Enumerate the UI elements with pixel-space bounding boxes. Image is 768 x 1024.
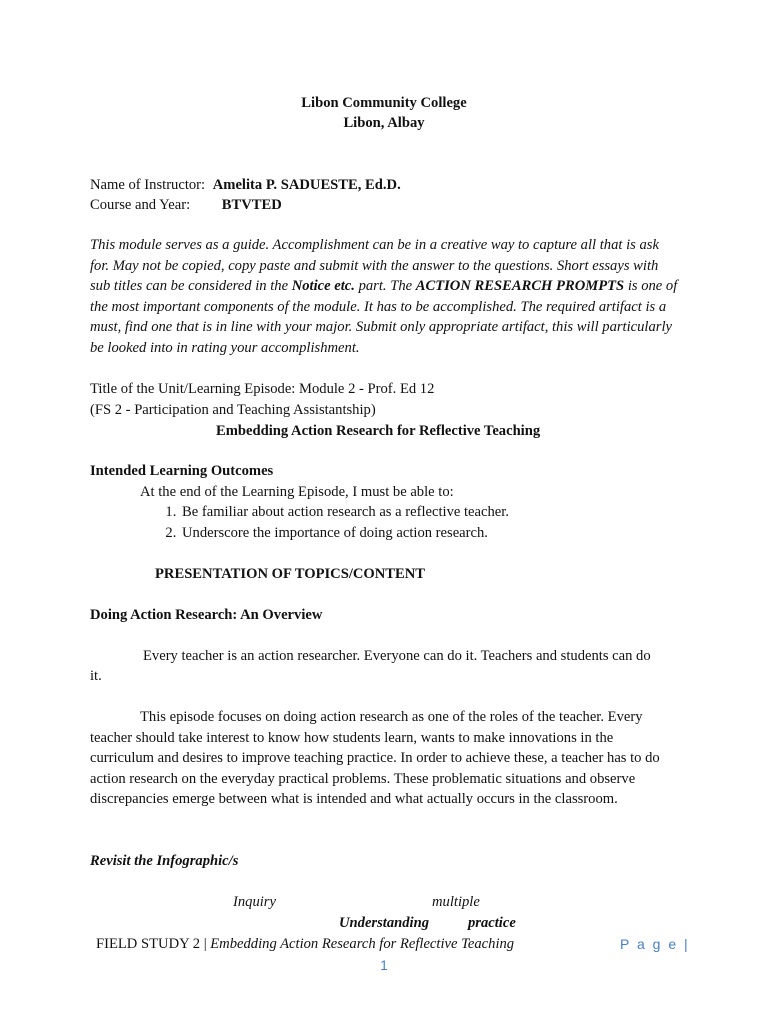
outcomes-lead: At the end of the Learning Episode, I must be able to: — [140, 484, 454, 500]
overview-heading: Doing Action Research: An Overview — [90, 607, 323, 623]
infographic-practice: practice — [468, 915, 516, 931]
course-row — [90, 195, 282, 215]
episode-title: Embedding Action Research for Reflective Teaching — [216, 423, 541, 439]
outcome-item: 2. Underscore the importance of doing action research. — [180, 523, 509, 544]
intro-text: This module serves as a guide. Accomplishment can be in a creative way to capture all that is ask for. May not be copied, copy paste and submit with the answer to the questions. Short essays with sub titles can be considered in the — [90, 237, 659, 295]
action-research-prompts-emphasis: ACTION RESEARCH PROMPTS — [415, 278, 625, 295]
infographic-multiple: multiple — [432, 894, 480, 910]
section-heading: PRESENTATION OF TOPICS/CONTENT — [155, 566, 426, 582]
instructor-name: Amelita P. SADUESTE, Ed.D. — [212, 177, 401, 193]
infographic-inquiry: Inquiry — [233, 894, 276, 910]
page-label: P a g e | — [620, 936, 690, 952]
footer-course — [96, 934, 514, 954]
outcome-item: 1. Be familiar about action research as a reflective teacher. — [180, 502, 509, 523]
page-number: 1 — [380, 958, 388, 973]
course-label: Course and Year: — [90, 197, 191, 213]
intro-text-2: part. The — [354, 278, 416, 295]
unit-subtitle: (FS 2 - Participation and Teaching Assistantship) — [90, 402, 376, 418]
infographic-understanding: Understanding — [339, 915, 430, 931]
course-value: BTVTED — [221, 197, 282, 213]
paragraph-1-line-1: Every teacher is an action researcher. Everyone can do it. Teachers and students can do — [143, 648, 651, 664]
footer-title: Embedding Action Research for Reflective Teaching — [210, 936, 515, 952]
instructor-row — [90, 175, 401, 195]
intro-text-3: is one of the most important components of the module. It has to be accomplished. The required artifact is a must, find one that is in line with your major. Submit only appropriate artifact, this will particularly be looked into in rating your accomplishment. — [90, 278, 678, 356]
revisit-heading: Revisit the Infographic/s — [90, 853, 239, 869]
unit-title: Title of the Unit/Learning Episode: Module 2 - Prof. Ed 12 — [90, 381, 435, 397]
footer-course-label: FIELD STUDY 2 | — [96, 936, 211, 952]
notice-emphasis: Notice etc. — [291, 278, 355, 295]
outcomes-list — [140, 502, 509, 543]
instructor-label: Name of Instructor: — [90, 177, 206, 193]
college-location: Libon, Albay — [343, 115, 425, 131]
module-guide-paragraph — [90, 235, 680, 359]
paragraph-2: This episode focuses on doing action research as one of the roles of the teacher. Every teacher should take interest to know how students learn, wants to make innovations in the curriculum and desires to improve teaching practice. In order to achieve these, a teacher has to do action research on the everyday practical problems. These problematic situations and observe discrepancies emerge between what is intended and what actually occurs in the classroom. — [90, 709, 660, 808]
paragraph-1-line-2: it. — [90, 668, 102, 684]
college-name: Libon Community College — [301, 95, 467, 111]
outcomes-heading: Intended Learning Outcomes — [90, 463, 274, 479]
